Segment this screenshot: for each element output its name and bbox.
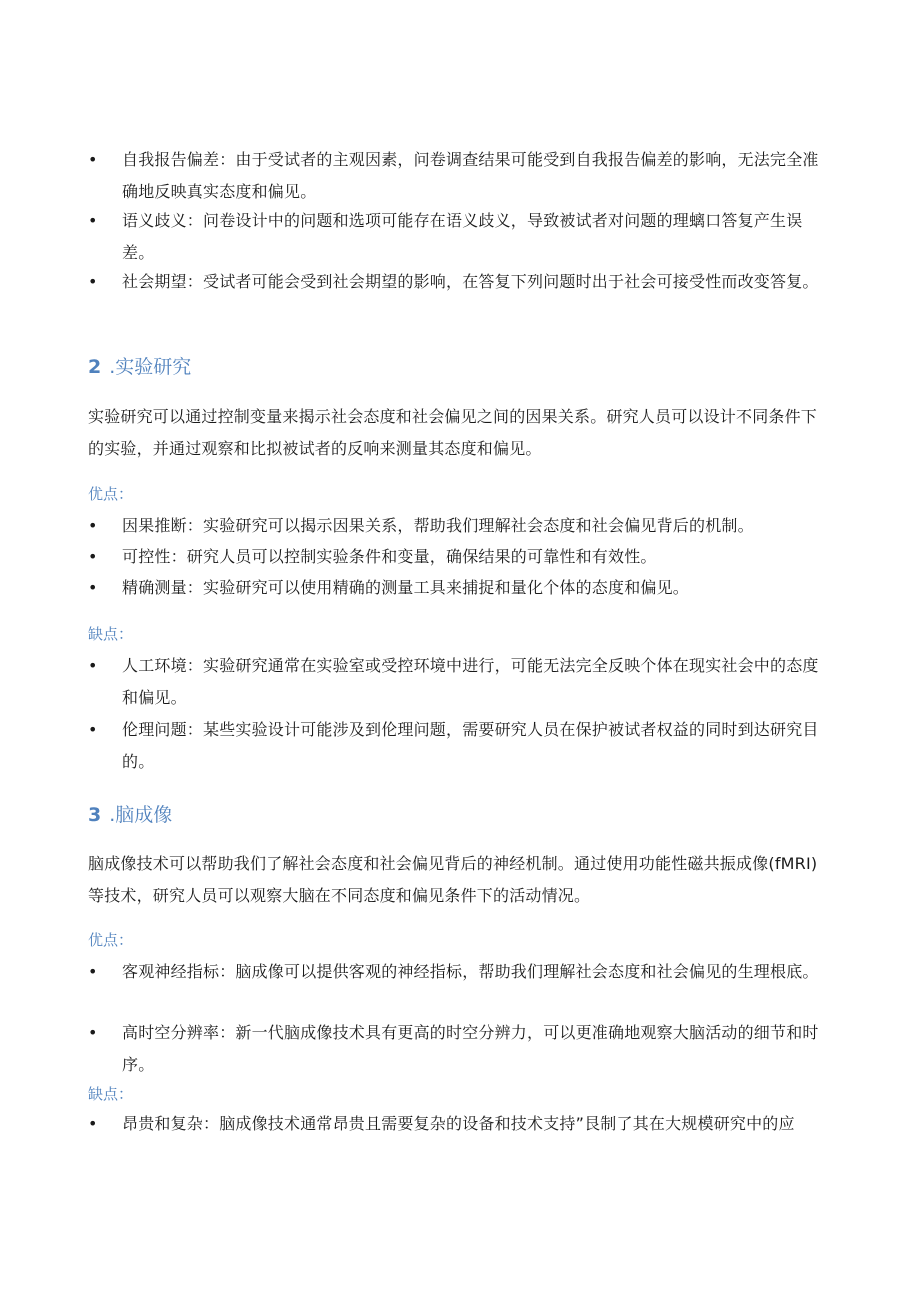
bullet-marker: • (88, 272, 98, 291)
list-item-objective-neural-index: 客观神经指标：脑成像可以提供客观的神经指标，帮助我们理解社会态度和社会偏见的生理根底。 (122, 962, 819, 981)
cons-label: 缺点： (88, 625, 134, 643)
bullet-marker: • (88, 150, 98, 169)
section-intro-brain-imaging: 脑成像技术可以帮助我们了解社会态度和社会偏见背后的神经机制。通过使用功能性磁共振成像(fMRI)等技术，研究人员可以观察大脑在不同态度和偏见条件下的活动情况。 (88, 854, 818, 905)
bullet-marker: • (88, 962, 98, 981)
list-item-expensive-complex: 昂贵和复杂：脑成像技术通常昂贵且需要复杂的设备和技术支持”艮制了其在大规模研究中的应 (122, 1114, 795, 1133)
list-item-controllability: 可控性：研究人员可以控制实验条件和变量，确保结果的可靠性和有效性。 (122, 547, 657, 566)
bullet-marker: • (88, 656, 98, 675)
list-item-semantic-ambiguity: 语义歧义：问卷设计中的问题和选项可能存在语义歧义，导致被试者对问题的理螭口答复产生误差。 (122, 211, 803, 262)
list-item-causal-inference: 因果推断：实验研究可以揭示因果关系，帮助我们理解社会态度和社会偏见背后的机制。 (122, 516, 754, 535)
section-heading-experiment (88, 352, 191, 382)
section-number: 3 (88, 804, 102, 826)
bullet-marker: • (88, 1114, 98, 1133)
bullet-marker: • (88, 547, 98, 566)
bullet-marker: • (88, 578, 98, 597)
section-heading-brain-imaging (88, 800, 172, 830)
list-item-self-report-bias: 自我报告偏差：由于受试者的主观因素，问卷调查结果可能受到自我报告偏差的影响，无法完全准确地反映真实态度和偏见。 (122, 150, 819, 201)
pros-label: 优点： (88, 931, 134, 949)
list-item-high-resolution: 高时空分辨率：新一代脑成像技术具有更高的时空分辨力，可以更准确地观察大脑活动的细节和时序。 (122, 1023, 819, 1074)
list-item-social-expectation: 社会期望：受试者可能会受到社会期望的影响，在答复下列问题时出于社会可接受性而改变答复。 (122, 272, 819, 291)
section-number: 2 (88, 356, 102, 378)
section-title: .实验研究 (109, 356, 192, 378)
cons-label: 缺点： (88, 1085, 134, 1103)
section-intro-experiment: 实验研究可以通过控制变量来揭示社会态度和社会偏见之间的因果关系。研究人员可以设计不同条件下的实验，并通过观察和比拟被试者的反响来测量其态度和偏见。 (88, 407, 818, 458)
list-item-precise-measurement: 精确测量：实验研究可以使用精确的测量工具来捕捉和量化个体的态度和偏见。 (122, 578, 690, 597)
list-item-artificial-environment: 人工环境：实验研究通常在实验室或受控环境中进行，可能无法完全反映个体在现实社会中的态度和偏见。 (122, 656, 819, 707)
pros-label: 优点： (88, 485, 134, 503)
bullet-marker: • (88, 211, 98, 230)
section-title: .脑成像 (109, 804, 173, 826)
bullet-marker: • (88, 720, 98, 739)
list-item-ethical-issues: 伦理问题：某些实验设计可能涉及到伦理问题，需要研究人员在保护被试者权益的同时到达研究目的。 (122, 720, 819, 771)
bullet-marker: • (88, 516, 98, 535)
bullet-marker: • (88, 1023, 98, 1042)
